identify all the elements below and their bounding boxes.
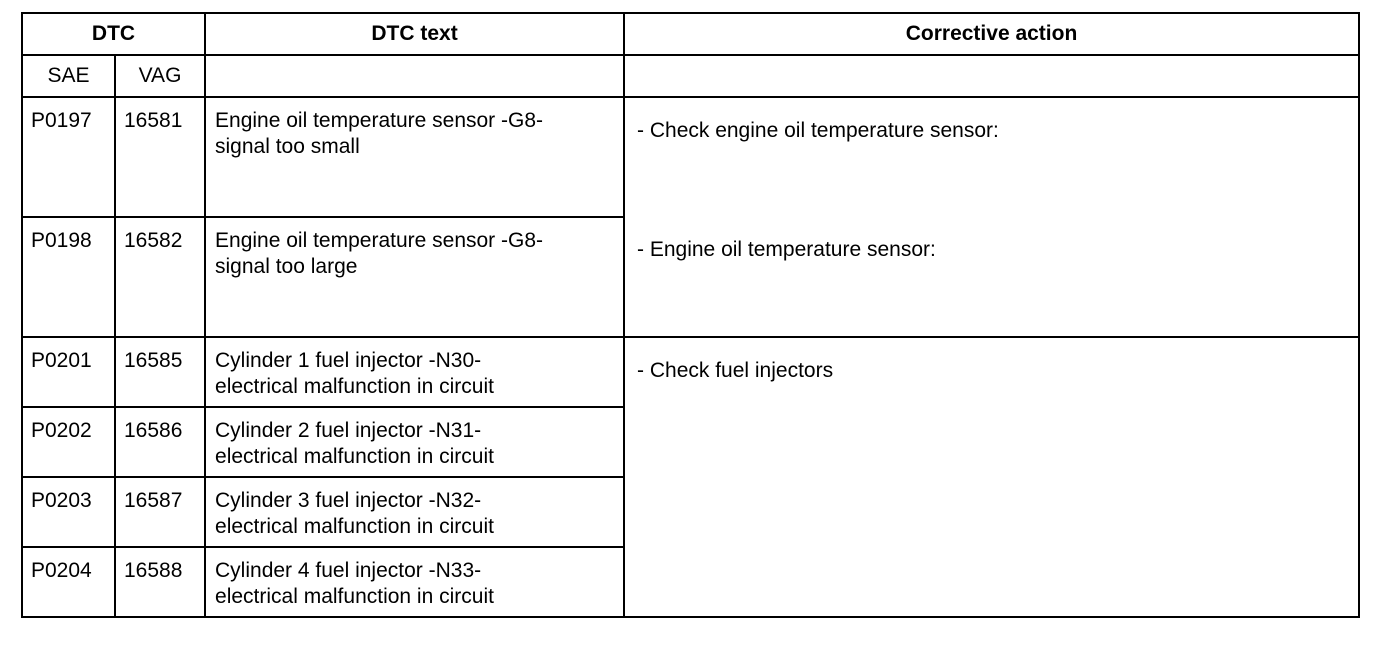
- dtc-description-line2: electrical malfunction in circuit: [215, 585, 494, 608]
- dtc-text-header: DTC text: [205, 13, 624, 55]
- sae-code: P0204: [22, 547, 115, 617]
- dtc-header: DTC: [22, 13, 205, 55]
- vag-code: 16588: [115, 547, 205, 617]
- sae-code: P0198: [22, 217, 115, 337]
- dtc-description-line1: Cylinder 3 fuel injector -N32-: [215, 489, 482, 512]
- empty-cell: [205, 55, 624, 97]
- vag-code: 16582: [115, 217, 205, 337]
- sae-code: P0203: [22, 477, 115, 547]
- vag-code: 16587: [115, 477, 205, 547]
- dtc-description-line2: electrical malfunction in circuit: [215, 445, 494, 468]
- dtc-description-line1: Engine oil temperature sensor -G8-: [215, 229, 544, 252]
- dtc-description-line1: Cylinder 2 fuel injector -N31-: [215, 419, 482, 442]
- sae-code: P0202: [22, 407, 115, 477]
- action-oil-sensor: - Engine oil temperature sensor:: [637, 238, 936, 261]
- dtc-description-line2: signal too small: [215, 135, 360, 158]
- dtc-description-line1: Engine oil temperature sensor -G8-: [215, 109, 544, 132]
- dtc-description-line2: electrical malfunction in circuit: [215, 375, 494, 398]
- vag-code: 16586: [115, 407, 205, 477]
- dtc-description: [205, 407, 624, 477]
- vag-code: 16585: [115, 337, 205, 407]
- dtc-description: [205, 477, 624, 547]
- vag-code: 16581: [115, 97, 205, 217]
- vag-header: VAG: [115, 55, 205, 97]
- corrective-action-header: Corrective action: [624, 13, 1359, 55]
- dtc-description: [205, 217, 624, 337]
- dtc-table: [21, 12, 1360, 618]
- sae-code: P0197: [22, 97, 115, 217]
- dtc-description: [205, 97, 624, 217]
- sae-header: SAE: [22, 55, 115, 97]
- corrective-action-oil: [624, 97, 1359, 337]
- table-row: [22, 97, 1359, 217]
- corrective-action-injectors: [624, 337, 1359, 617]
- sae-code: P0201: [22, 337, 115, 407]
- dtc-description-line1: Cylinder 4 fuel injector -N33-: [215, 559, 482, 582]
- dtc-description: [205, 547, 624, 617]
- table-row: [22, 337, 1359, 407]
- action-injectors: - Check fuel injectors: [637, 359, 834, 382]
- dtc-description-line1: Cylinder 1 fuel injector -N30-: [215, 349, 482, 372]
- dtc-description-line2: signal too large: [215, 255, 358, 278]
- header-row: [22, 13, 1359, 55]
- action-oil-check: - Check engine oil temperature sensor:: [637, 119, 999, 142]
- dtc-description: [205, 337, 624, 407]
- dtc-description-line2: electrical malfunction in circuit: [215, 515, 494, 538]
- subheader-row: [22, 55, 1359, 97]
- empty-cell: [624, 55, 1359, 97]
